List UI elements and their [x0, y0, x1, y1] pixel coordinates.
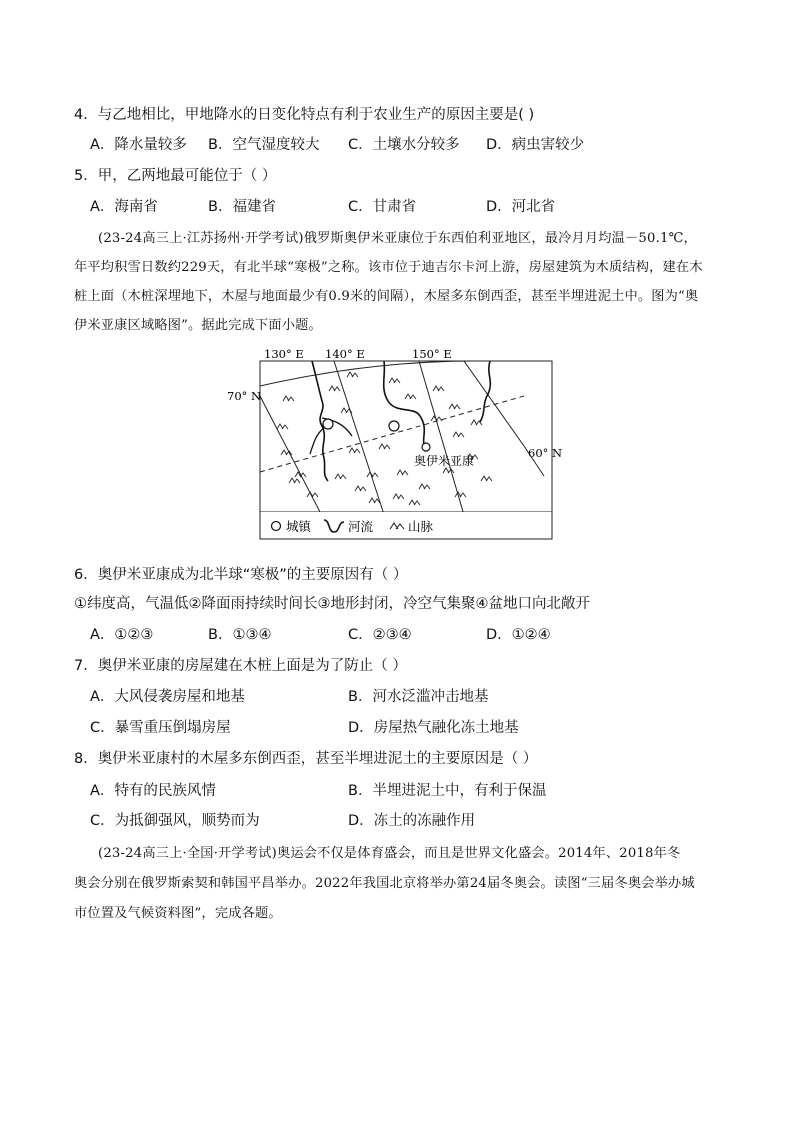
option-c[interactable]: C．②③④ [348, 627, 412, 643]
option-a[interactable]: A．特有的民族风情 [90, 783, 216, 799]
option-d[interactable]: D．①②④ [486, 627, 551, 643]
passage-1-line-4: 伊米亚康区域略图”。据此完成下面小题。 [74, 318, 322, 333]
option-a[interactable]: A．海南省 [90, 199, 158, 215]
mountain-icon [431, 416, 442, 421]
option-b[interactable]: B．①③④ [208, 627, 272, 643]
option-d[interactable]: D．病虫害较少 [486, 137, 585, 153]
map-edge-line [464, 361, 544, 476]
mountain-icon [481, 476, 492, 481]
lon-label-130: 130° E [264, 347, 304, 361]
mountain-icon [405, 394, 416, 399]
mountain-icon [449, 404, 460, 409]
oymyakon-map [224, 346, 569, 542]
passage-2-line-3: 市位置及气候资料图”，完成各题。 [74, 906, 282, 921]
legend-town-icon [272, 522, 281, 531]
mountain-icon [433, 386, 444, 391]
river-branch-2[interactable] [310, 428, 324, 454]
option-d[interactable]: D．河北省 [486, 199, 556, 215]
option-a[interactable]: A．大风侵袭房屋和地基 [90, 689, 245, 705]
river-indigirka[interactable] [384, 361, 425, 444]
mountain-icon [419, 484, 430, 489]
mountain-icon [443, 468, 454, 473]
legend-mountain-label: 山脉 [408, 519, 434, 534]
option-c[interactable]: C．为抵御强风，顺势而为 [90, 813, 260, 829]
option-d[interactable]: D．冻土的冻融作用 [348, 813, 476, 829]
lon-label-150: 150° E [412, 347, 452, 361]
lat-label-70: 70° N [227, 389, 262, 403]
mountain-icon [453, 432, 464, 437]
mountain-icon [455, 492, 466, 497]
question-7: 7．奥伊米亚康的房屋建在木桩上面是为了防止（ ） [74, 658, 407, 674]
question-6: 6．奥伊米亚康成为北半球“寒极”的主要原因有（ ） [74, 567, 408, 583]
option-b[interactable]: B．半埋进泥土中，有利于保温 [348, 783, 547, 799]
option-a[interactable]: A．①②③ [90, 627, 154, 643]
mountain-icon [397, 470, 408, 475]
mountain-icon [349, 448, 360, 453]
passage-2-line-2: 奥会分别在俄罗斯索契和韩国平昌举办。2022年我国北京将举办第24届冬奥会。读图“三届冬奥会举办城 [74, 876, 695, 891]
option-b[interactable]: B．福建省 [208, 199, 276, 215]
passage-1-line-1: (23-24高三上·江苏扬州·开学考试)俄罗斯奥伊米亚康位于东西伯利亚地区，最冷月月均温－50.1℃， [98, 231, 697, 246]
mountain-icon [409, 500, 420, 505]
lat-label-60: 60° N [528, 446, 563, 460]
legend-town-label: 城镇 [286, 519, 312, 534]
mountain-icon [379, 444, 390, 449]
option-b[interactable]: B．空气湿度较大 [208, 137, 320, 153]
option-c[interactable]: C．暴雪重压倒塌房屋 [90, 720, 231, 736]
question-5: 5．甲，乙两地最可能位于（ ） [74, 168, 277, 184]
place-label-oymyakon: 奥伊米亚康 [414, 454, 475, 468]
mountain-icon [393, 494, 404, 499]
map-figure [224, 346, 569, 542]
question-8: 8．奥伊米亚康村的木屋多东倒西歪，甚至半埋进泥土的主要原因是（ ） [74, 751, 538, 767]
passage-1-line-3: 桩上面（木桩深埋地下，木屋与地面最少有0.9米的间隔），木屋多东倒西歪，甚至半埋进泥土中。图为“奥 [74, 289, 699, 304]
legend-river-label: 河流 [348, 519, 374, 534]
option-d[interactable]: D．房屋热气融化冻土地基 [348, 720, 519, 736]
question-4: 4．与乙地相比，甲地降水的日变化特点有利于农业生产的原因主要是( ) [74, 107, 535, 123]
town-icon[interactable] [323, 419, 333, 429]
mountain-icon [369, 498, 380, 503]
option-b[interactable]: B．河水泛滥冲击地基 [348, 689, 489, 705]
mountain-icon [347, 372, 358, 377]
option-c[interactable]: C．土壤水分较多 [348, 137, 460, 153]
mountain-icon [283, 396, 294, 401]
mountain-icon [329, 386, 340, 391]
mountain-icon [277, 424, 288, 429]
lon-label-140: 140° E [325, 347, 365, 361]
mountain-icon [289, 478, 300, 483]
mountain-icon [367, 472, 378, 477]
mountain-icon [389, 378, 400, 383]
passage-2-line-1: (23-24高三上·全国·开学考试)奥运会不仅是体育盛会，而且是世界文化盛会。2014年、2018年冬 [98, 846, 681, 861]
passage-1-line-2: 年平均积雪日数约229天，有北半球“寒极”之称。该市位于迪吉尔卡河上游，房屋建筑为木质结构，建在木 [74, 260, 703, 275]
question-6-statements: ①纬度高，气温低②降面雨持续时间长③地形封闭，冷空气集聚④盆地口向北敞开 [74, 596, 590, 612]
option-a[interactable]: A．降水量较多 [90, 137, 187, 153]
mountain-icon [355, 486, 366, 491]
town-icon[interactable] [389, 421, 399, 431]
town-oymyakon[interactable] [422, 443, 430, 451]
mountain-icon [307, 492, 318, 497]
mountain-icon [335, 474, 346, 479]
latitude-arc-70 [260, 361, 484, 386]
option-c[interactable]: C．甘肃省 [348, 199, 417, 215]
